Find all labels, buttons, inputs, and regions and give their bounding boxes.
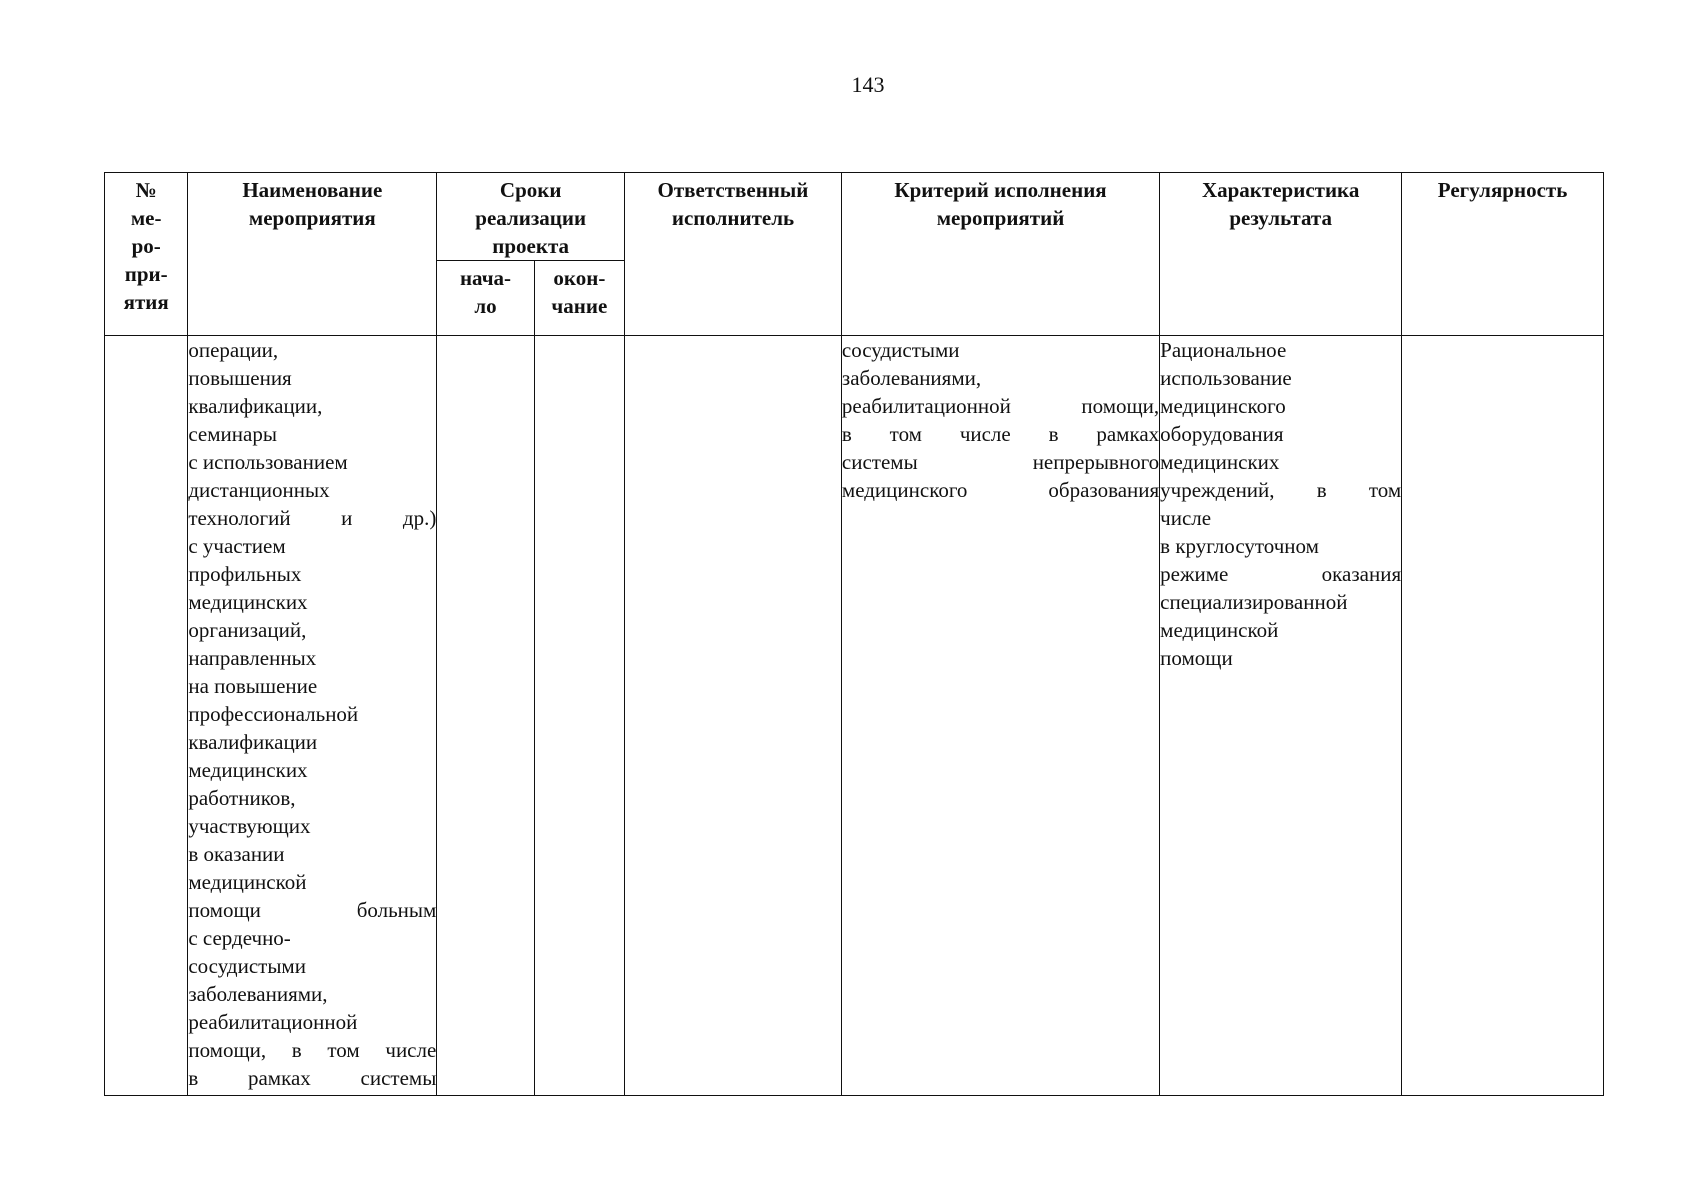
table-row <box>105 336 1604 1096</box>
cell-responsible <box>625 336 842 1096</box>
cell-end <box>534 336 624 1096</box>
header-criterion: Критерий исполнения мероприятий <box>841 173 1159 336</box>
header-name: Наименование мероприятия <box>188 173 437 336</box>
cell-regularity <box>1402 336 1604 1096</box>
header-start: нача- ло <box>437 261 534 336</box>
header-row <box>105 173 1604 261</box>
header-end: окон- чание <box>534 261 624 336</box>
measures-table <box>104 172 1604 1096</box>
header-number: № ме- ро- при- ятия <box>105 173 188 336</box>
cell-start <box>437 336 534 1096</box>
cell-characteristic: Рациональное использование медицинского оборудования медицинских учреждений, в том числе в круглосуточном режиме оказания специализированной медицинской помощи <box>1160 336 1402 1096</box>
header-regularity: Регулярность <box>1402 173 1604 336</box>
header-characteristic: Характеристика результата <box>1160 173 1402 336</box>
header-terms: Сроки реализации проекта <box>437 173 625 261</box>
cell-name: операции, повышения квалификации, семинары с использованием дистанционных технологий и др.) с участием профильных медицинских организаций, направленных на повышение профессиональной квалификации медицинских работников, участвующих в оказании медицинской помощи больным с сердечно- сосудистыми заболеваниями, реабилитационной помощи, в том числе в рамках системы <box>188 336 437 1096</box>
page-number: 143 <box>851 72 885 97</box>
header-responsible: Ответственный исполнитель <box>625 173 842 336</box>
cell-criterion: сосудистыми заболеваниями, реабилитационной помощи, в том числе в рамках системы непрерывного медицинского образования <box>841 336 1159 1096</box>
cell-number <box>105 336 188 1096</box>
